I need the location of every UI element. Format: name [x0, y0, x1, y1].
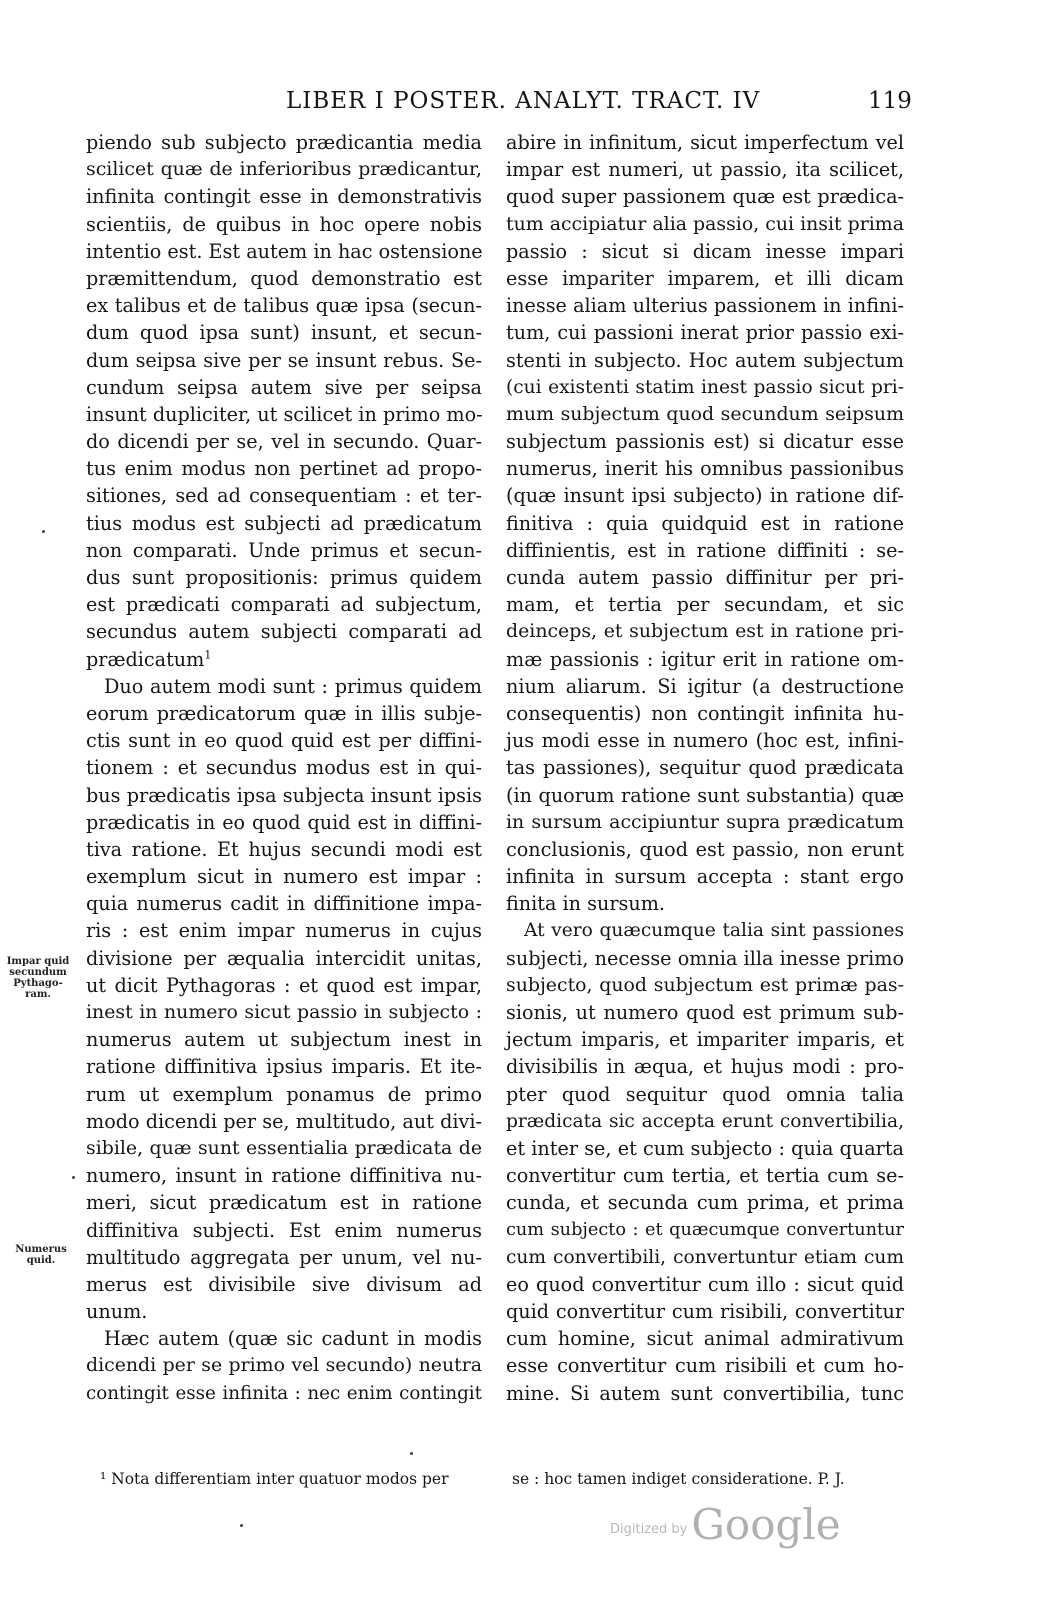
ink-speck — [42, 530, 45, 533]
text-line: sionis, ut numero quod est primum sub- — [506, 1001, 904, 1024]
margin-note-line: Pythago- — [13, 978, 63, 989]
text-line: cunda autem passio diffinitur per pri- — [506, 566, 904, 589]
text-line: impar est numeri, ut passio, ita scilicet, — [506, 158, 904, 182]
text-line: esse impariter imparem, et illi dicam — [506, 266, 904, 290]
text-line: dus sunt propositionis: primus quidem — [86, 566, 482, 589]
text-line: inest in numero sicut passio in subjecto : — [86, 1001, 482, 1023]
google-logo: Google — [691, 1500, 841, 1549]
text-line: nium aliarum. Si igitur (a destructione — [506, 674, 904, 698]
footnote-left: ¹ Nota differentiam inter quatuor modos per — [100, 1470, 449, 1488]
text-line: non comparati. Unde primus et secun- — [86, 538, 482, 562]
left-column — [86, 129, 482, 1407]
text-line: est prædicati comparati ad subjectum, — [86, 593, 482, 617]
text-line: numerus, inerit his omnibus passionibus — [506, 457, 904, 481]
text-line: subjecti, necesse omnia illa inesse primo — [506, 946, 904, 970]
ink-speck — [410, 1452, 413, 1455]
text-line: scilicet quæ de inferioribus prædicantur, — [86, 158, 482, 181]
text-line: in sursum accipiuntur supra prædicatum — [506, 810, 904, 833]
text-line: At vero quæcumque talia sint passiones — [524, 920, 904, 942]
text-line: conclusionis, quod est passio, non erunt — [506, 837, 904, 861]
text-line: Duo autem modi sunt : primus quidem — [104, 674, 482, 698]
text-line: mam, et tertia per secundam, et sic — [506, 593, 904, 617]
margin-note-line: quid. — [26, 1255, 56, 1266]
running-header: LIBER I POSTER. ANALYT. TRACT. IV — [286, 88, 761, 114]
text-line: eorum prædicatorum quæ in illis subje- — [86, 701, 482, 725]
text-line: tiva ratione. Et hujus secundi modi est — [86, 837, 482, 861]
text-line: numerus autem ut subjectum inest in — [86, 1028, 482, 1052]
text-line: tus enim modus non pertinet ad propo- — [86, 457, 482, 481]
text-line: ut dicit Pythagoras : et quod est impar, — [86, 973, 482, 997]
text-line: esse convertitur cum risibili et cum ho- — [506, 1354, 904, 1378]
text-line: prædicata sic accepta erunt convertibilia, — [506, 1110, 904, 1132]
text-line: rum ut exemplum ponamus de primo — [86, 1082, 482, 1106]
text-line: et inter se, et cum subjecto : quia quarta — [506, 1136, 904, 1160]
text-line: Hæc autem (quæ sic cadunt in modis — [104, 1327, 482, 1351]
text-line: infinita in sursum accepta : stant ergo — [506, 865, 904, 889]
text-line: ex talibus et de talibus quæ ipsa (secun- — [86, 294, 482, 318]
text-line: secundus autem subjecti comparati ad — [86, 620, 482, 644]
text-line: pter quod sequitur quod omnia talia — [506, 1082, 904, 1106]
text-line: numero, insunt in ratione diffinitiva nu- — [86, 1164, 482, 1188]
ink-speck — [72, 1176, 75, 1179]
text-line — [86, 646, 482, 673]
text-line: sibile, quæ sunt essentialia prædicata de — [86, 1136, 482, 1159]
text-line: ratione diffinitiva ipsius imparis. Et ite- — [86, 1055, 482, 1079]
text-line: finita in sursum. — [506, 892, 666, 916]
text-line: mæ passionis : igitur erit in ratione om- — [506, 647, 904, 671]
text-line: præmittendum, quod demonstratio est — [86, 266, 482, 290]
text-line: scientiis, de quibus in hoc opere nobis — [86, 212, 482, 236]
text-line: meri, sicut prædicatum est in ratione — [86, 1191, 482, 1215]
text-line: inesse aliam ulterius passionem in infini- — [506, 294, 904, 318]
text-line: ctis sunt in eo quod quid est per diffini- — [86, 729, 482, 753]
margin-note-numerus — [14, 1244, 68, 1266]
text-line: intentio est. Est autem in hac ostensione — [86, 239, 483, 263]
text-line: exemplum sicut in numero est impar : — [86, 865, 482, 889]
text-line: (quæ insunt ipsi subjecto) in ratione dif- — [506, 484, 904, 508]
text-line: tum accipiatur alia passio, cui insit prima — [506, 212, 904, 235]
text-line: cum homine, sicut animal admirativum — [506, 1327, 904, 1351]
text-line: bus prædicatis ipsa subjecta insunt ipsis — [86, 783, 482, 807]
text-line: dum seipsa sive per se insunt rebus. Se- — [86, 348, 482, 372]
ink-speck — [240, 1524, 243, 1527]
text-line: convertitur cum tertia, et tertia cum se- — [506, 1164, 904, 1188]
text-line: finitiva : quia quidquid est in ratione — [506, 511, 904, 535]
text-line: quod super passionem quæ est prædica- — [506, 185, 904, 209]
text-line: do dicendi per se, vel in secundo. Quar- — [86, 430, 482, 454]
digitized-watermark — [610, 1500, 841, 1549]
text-line: multitudo aggregata per unum, vel nu- — [86, 1245, 482, 1269]
text-line: piendo sub subjecto prædicantia media — [86, 131, 482, 154]
text-line: dicendi per se primo vel secundo) neutra — [86, 1354, 482, 1377]
text-line: diffinitiva subjecti. Est enim numerus — [86, 1218, 482, 1242]
text-line: ris : est enim impar numerus in cujus — [86, 919, 482, 943]
text-line: stenti in subjecto. Hoc autem subjectum — [506, 348, 904, 372]
text-line: contingit esse infinita : nec enim contingit — [86, 1382, 482, 1404]
text-line: tionem : et secundus modus est in qui- — [86, 756, 482, 780]
margin-note-pythagoras — [6, 956, 70, 1000]
text-line: insunt dupliciter, ut scilicet in primo mo- — [86, 402, 483, 426]
text-line: passio : sicut si dicam inesse impari — [506, 239, 904, 263]
text-line: jus modi esse in numero (hoc est, infini- — [506, 729, 904, 753]
text-line: quid convertitur cum risibili, convertitur — [506, 1300, 904, 1324]
text-line: jectum imparis, et impariter imparis, et — [506, 1028, 904, 1052]
footnote-marker: 1 — [204, 648, 212, 662]
text-line: infinita contingit esse in demonstrativis — [86, 185, 482, 209]
text-line: unum. — [86, 1300, 148, 1324]
page-number: 119 — [868, 88, 912, 114]
text-line: abire in infinitum, sicut imperfectum vel — [506, 131, 904, 154]
margin-note-line: ram. — [25, 989, 51, 1000]
text-line: prædicatis in eo quod quid est in diffini- — [86, 810, 482, 834]
text-line: dum quod ipsa sunt) insunt, et secun- — [86, 321, 482, 345]
margin-note-line: secundum — [9, 967, 67, 978]
watermark-prefix: Digitized by — [610, 1522, 688, 1537]
text-line: consequentis) non contingit infinita hu- — [506, 701, 904, 725]
text-line: cundum seipsa autem sive per seipsa — [86, 375, 482, 399]
text-line: diffinientis, est in ratione diffiniti : se- — [506, 538, 904, 562]
text-line: mine. Si autem sunt convertibilia, tunc — [506, 1381, 904, 1405]
text-line: cum subjecto : et quæcumque convertuntur — [506, 1219, 904, 1240]
text-line: divisione per æqualia intercidit unitas, — [86, 946, 482, 970]
text-line: divisibilis in æqua, et hujus modi : pro- — [506, 1055, 904, 1079]
text-line: (cui existenti statim inest passio sicut pri- — [506, 376, 904, 398]
text-line: modo dicendi per se, multitudo, aut divi- — [86, 1109, 482, 1133]
text-line: merus est divisibile sive divisum ad — [86, 1272, 482, 1296]
text-line: mum subjectum quod secundum seipsum — [506, 402, 904, 425]
text-line: tius modus est subjecti ad prædicatum — [86, 511, 482, 535]
text-span: prædicatum — [86, 647, 205, 671]
text-line: cunda, et secunda cum prima, et prima — [506, 1191, 904, 1215]
text-line: subjecto, quod subjectum est primæ pas- — [506, 973, 904, 996]
right-column — [506, 129, 904, 1407]
text-line: deinceps, et subjectum est in ratione pri- — [506, 620, 904, 643]
text-line: cum convertibili, convertuntur etiam cum — [506, 1246, 904, 1268]
text-line: tas passiones), sequitur quod prædicata — [506, 756, 904, 780]
text-line: sitiones, sed ad consequentiam : et ter- — [86, 484, 482, 508]
text-line: (in quorum ratione sunt substantia) quæ — [506, 783, 904, 807]
footnote-right: se : hoc tamen indiget consideratione. P. J. — [512, 1470, 845, 1488]
text-line: eo quod convertitur cum illo : sicut quid — [506, 1272, 904, 1296]
margin-note-line: Numerus — [15, 1244, 67, 1255]
text-line: subjectum passionis est) si dicatur esse — [506, 430, 904, 454]
text-line: quia numerus cadit in diffinitione impa- — [86, 892, 482, 916]
text-line: tum, cui passioni inerat prior passio exi- — [506, 321, 904, 345]
margin-note-line: Impar quid — [6, 956, 70, 967]
